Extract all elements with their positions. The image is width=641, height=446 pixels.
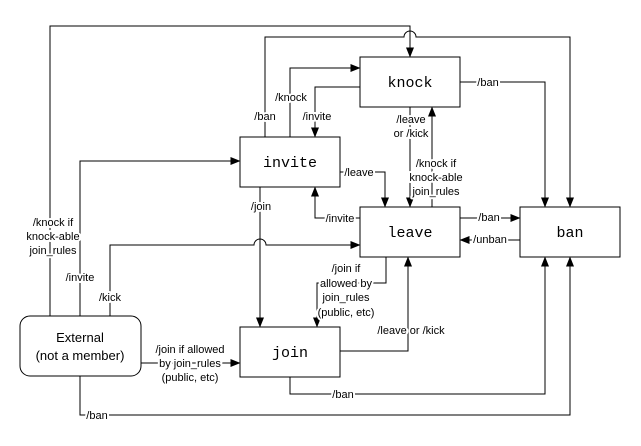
edge-label-join-ban: /ban [332, 389, 354, 401]
state-leave [360, 207, 460, 257]
edge-label-external-invite: /invite [65, 272, 95, 284]
edge-label-external-join-line-2: (public, etc) [161, 372, 219, 384]
state-join-label: join [271, 345, 309, 362]
edge-label-leave-ban: /ban [478, 212, 500, 224]
edge-label-knock-invite: /invite [302, 111, 332, 123]
edge-label-leave-knock-line-2: join_rules [412, 186, 460, 198]
edge-label-leave-join-line-2: join_rules [322, 292, 370, 304]
edge-label-external-knock-line-1: knock-able [26, 231, 80, 243]
state-ban-label: ban [556, 225, 584, 242]
edge-label-external-join-line-1: by join_rules [159, 358, 221, 370]
edge-label-external-knock-line-2: join_rules [29, 245, 77, 257]
state-knock-label: knock [387, 75, 433, 92]
state-external-label-line-1: (not a member) [35, 348, 125, 363]
state-invite-label: invite [262, 155, 318, 172]
state-external [20, 316, 141, 376]
edge-label-knock-ban: /ban [477, 77, 499, 89]
state-external-label-line-0: External [56, 330, 104, 345]
state-external-box [20, 316, 141, 376]
edge-label-invite-knock: /knock [275, 92, 307, 104]
edge-label-ban-leave: /unban [473, 234, 507, 246]
edge-label-invite-join: /join [250, 201, 272, 213]
edge-label-join-leave: /leave or /kick [377, 325, 445, 337]
edge-label-leave-knock-line-0: /knock if [415, 158, 457, 170]
edge-label-leave-join-line-3: (public, etc) [317, 307, 375, 319]
edge-label-external-leave: /kick [99, 292, 121, 304]
edge-label-invite-leave: /leave [344, 167, 374, 179]
state-invite [240, 137, 340, 187]
edge-label-leave-knock-line-1: knock-able [409, 172, 463, 184]
edge-label-invite-ban: /ban [254, 111, 276, 123]
edge-label-leave-join-line-1: allowed by [320, 278, 372, 290]
state-knock [360, 57, 460, 107]
edge-label-leave-join-line-0: /join if [331, 263, 361, 275]
edge-label-knock-leave-line-1: or /kick [393, 128, 429, 140]
state-nodes [20, 57, 620, 377]
edge-label-external-ban: /ban [86, 410, 108, 422]
edge-label-external-knock-line-0: /knock if [32, 217, 74, 229]
state-join [240, 327, 340, 377]
edge-label-knock-leave-line-0: /leave [396, 114, 426, 126]
edge-label-leave-invite: /invite [325, 213, 355, 225]
edge-knock-ban [460, 82, 545, 207]
state-leave-label: leave [387, 225, 433, 242]
edge-label-external-join-line-0: /join if allowed [155, 344, 225, 356]
state-ban [520, 207, 620, 257]
